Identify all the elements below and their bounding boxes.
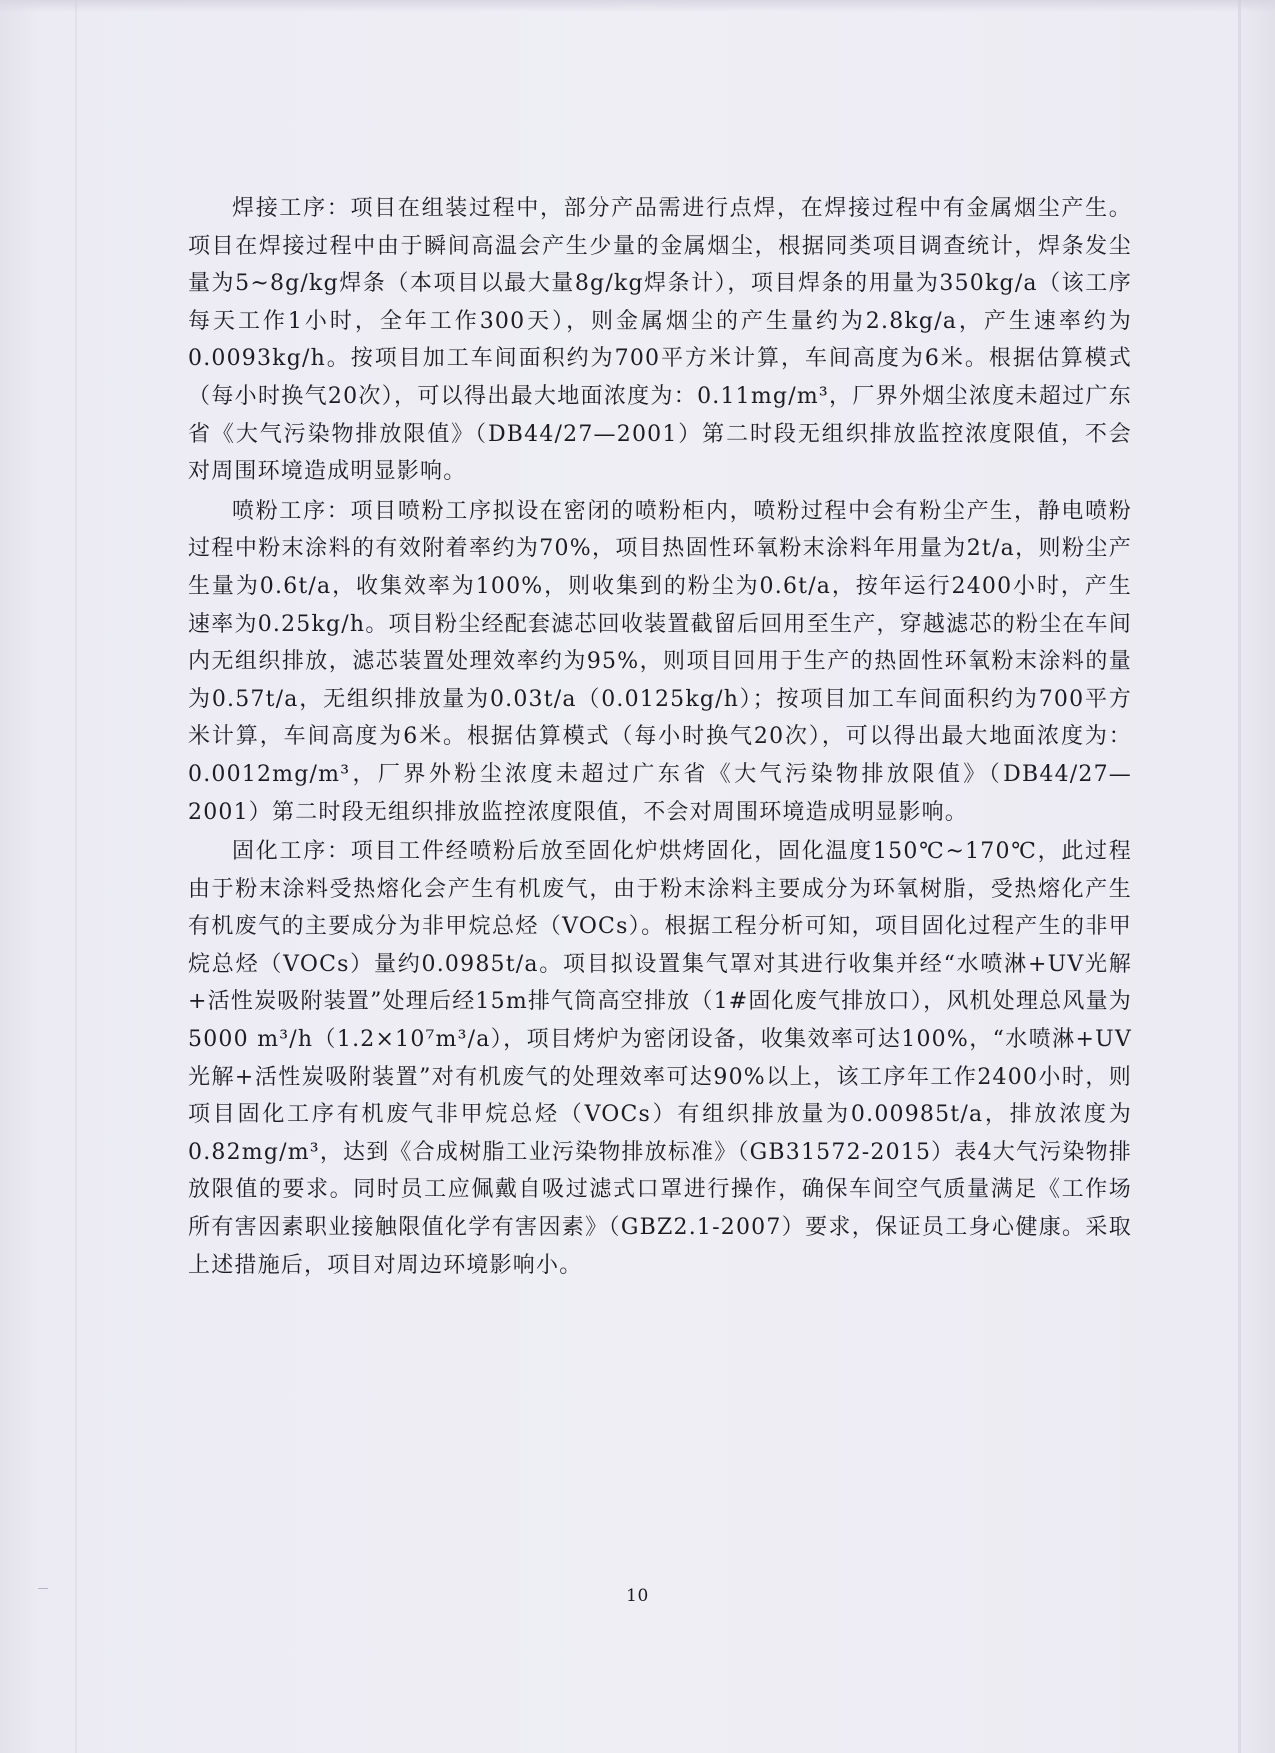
scan-right-edge (1238, 0, 1241, 1753)
paragraph-curing: 固化工序：项目工件经喷粉后放至固化炉烘烤固化，固化温度150℃~170℃，此过程由于粉末涂料受热熔化会产生有机废气，由于粉末涂料主要成分为环氧树脂，受热熔化产生有机废气的主要成分为非甲烷总烃（VOCs）。根据工程分析可知，项目固化过程产生的非甲烷总烃（VOCs）量约0.0985t/a。项目拟设置集气罩对其进行收集并经“水喷淋+UV光解+活性炭吸附装置”处理后经15m排气筒高空排放（1#固化废气排放口），风机处理总风量为5000 m³/h（1.2×10⁷m³/a），项目烤炉为密闭设备，收集效率可达100%，“水喷淋+UV光解+活性炭吸附装置”对有机废气的处理效率可达90%以上，该工序年工作2400小时，则项目固化工序有机废气非甲烷总烃（VOCs）有组织排放量为0.00985t/a，排放浓度为0.82mg/m³，达到《合成树脂工业污染物排放标准》（GB31572-2015）表4大气污染物排放限值的要求。同时员工应佩戴自吸过滤式口罩进行操作，确保车间空气质量满足《工作场所有害因素职业接触限值化学有害因素》（GBZ2.1-2007）要求，保证员工身心健康。采取上述措施后，项目对周边环境影响小。 (188, 839, 1132, 1278)
scan-top-shadow (0, 0, 1275, 12)
paragraph-welding: 焊接工序：项目在组装过程中，部分产品需进行点焊，在焊接过程中有金属烟尘产生。项目在焊接过程中由于瞬间高温会产生少量的金属烟尘，根据同类项目调查统计，焊条发尘量为5~8g/kg焊条（本项目以最大量8g/kg焊条计），项目焊条的用量为350kg/a（该工序每天工作1小时，全年工作300天），则金属烟尘的产生量约为2.8kg/a，产生速率约为0.0093kg/h。按项目加工车间面积约为700平方米计算，车间高度为6米。根据估算模式（每小时换气20次），可以得出最大地面浓度为：0.11mg/m³，厂界外烟尘浓度未超过广东省《大气污染物排放限值》（DB44/27—2001）第二时段无组织排放监控浓度限值，不会对周围环境造成明显影响。 (188, 196, 1132, 485)
document-body (188, 190, 1132, 1284)
scan-left-edge (75, 0, 77, 1753)
paragraph-powder-spraying: 喷粉工序：项目喷粉工序拟设在密闭的喷粉柜内，喷粉过程中会有粉尘产生，静电喷粉过程中粉末涂料的有效附着率约为70%，项目热固性环氧粉末涂料年用量为2t/a，则粉尘产生量为0.6t/a，收集效率为100%，则收集到的粉尘为0.6t/a，按年运行2400小时，产生速率为0.25kg/h。项目粉尘经配套滤芯回收装置截留后回用至生产，穿越滤芯的粉尘在车间内无组织排放，滤芯装置处理效率约为95%，则项目回用于生产的热固性环氧粉末涂料的量为0.57t/a，无组织排放量为0.03t/a（0.0125kg/h）；按项目加工车间面积约为700平方米计算，车间高度为6米。根据估算模式（每小时换气20次），可以得出最大地面浓度为：0.0012mg/m³，厂界外粉尘浓度未超过广东省《大气污染物排放限值》（DB44/27—2001）第二时段无组织排放监控浓度限值，不会对周围环境造成明显影响。 (188, 498, 1132, 825)
page-number: 10 (626, 1586, 649, 1606)
